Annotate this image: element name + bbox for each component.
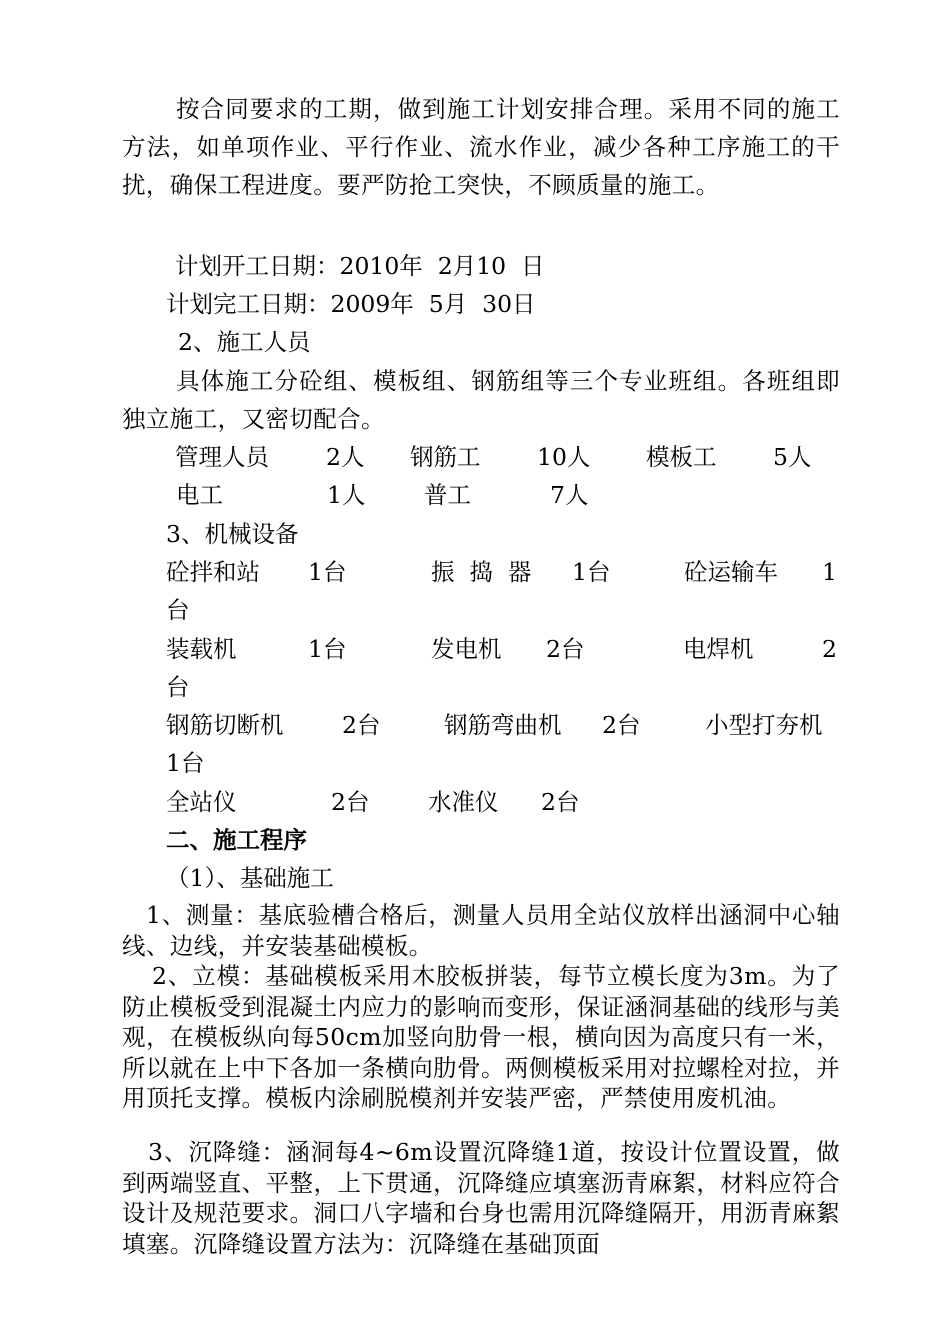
- equipment-name: 全站仪: [166, 788, 237, 816]
- staff-name: 电工: [176, 481, 223, 509]
- equipment-name: 小型打夯机: [705, 711, 823, 739]
- staff-count: 5人: [773, 443, 812, 471]
- schedule-paragraph: 按合同要求的工期，做到施工计划安排合理。采用不同的施工方法，如单项作业、平行作业、流水作业，减少各种工序施工的干扰，确保工程进度。要严防抢工突快，不顾质量的施工。: [122, 95, 840, 199]
- equipment-name: 砼拌和站: [166, 558, 260, 586]
- equipment-name: 装载机: [166, 635, 237, 663]
- equipment-count: 2台: [331, 788, 370, 816]
- equipment-count: 1台: [572, 558, 611, 586]
- equipment-name: 振 捣 器: [431, 558, 532, 586]
- equipment-name: 钢筋切断机: [166, 711, 284, 739]
- equipment-count: 1台: [308, 558, 347, 586]
- equipment-name: 水准仪: [428, 788, 499, 816]
- equipment-name: 电焊机: [683, 635, 754, 663]
- staff-name: 钢筋工: [410, 443, 481, 471]
- staff-count: 7人: [550, 481, 589, 509]
- equipment-count-wrap: 台: [166, 596, 190, 624]
- equipment-name: 钢筋弯曲机: [444, 711, 562, 739]
- equipment-count: 2台: [602, 711, 641, 739]
- staff-name: 管理人员: [175, 443, 269, 471]
- staff-count: 10人: [537, 443, 591, 471]
- equipment-count: 2: [822, 635, 837, 663]
- settlement-joint-paragraph: 3、沉降缝：涵洞每4~6m设置沉降缝1道，按设计位置设置，做到两端竖直、平整，上下贯通，沉降缝应填塞沥青麻絮，材料应符合设计及规范要求。洞口八字墙和台身也需用沉降缝隔开，用沥青麻絮填塞。沉降缝设置方法为：沉降缝在基础顶面: [122, 1138, 840, 1258]
- staff-count: 2人: [326, 443, 365, 471]
- equipment-count: 1: [822, 558, 837, 586]
- equipment-name: 发电机: [431, 635, 502, 663]
- planned-start-date: 计划开工日期：2010年 2月10 日: [175, 252, 545, 280]
- equipment-count: 2台: [546, 635, 585, 663]
- equipment-count-wrap: 1台: [166, 749, 205, 777]
- heading-construction-procedure: 二、施工程序: [166, 826, 307, 854]
- personnel-paragraph: 具体施工分砼组、模板组、钢筋组等三个专业班组。各班组即独立施工，又密切配合。: [122, 367, 840, 433]
- heading-equipment: 3、机械设备: [166, 520, 299, 548]
- equipment-name: 砼运输车: [684, 558, 778, 586]
- equipment-count: 2台: [342, 711, 381, 739]
- staff-name: 普工: [424, 481, 471, 509]
- heading-foundation: （1）、基础施工: [166, 864, 334, 892]
- equipment-count: 1台: [308, 635, 347, 663]
- survey-paragraph: 1、测量：基底验槽合格后，测量人员用全站仪放样出涵洞中心轴线、边线，并安装基础模板。: [122, 901, 840, 960]
- formwork-paragraph: 2、立模：基础模板采用木胶板拼装，每节立模长度为3m。为了防止模板受到混凝土内应力的影响而变形，保证涵洞基础的线形与美观，在模板纵向每50cm加竖向肋骨一根，横向因为高度只有一米，所以就在上中下各加一条横向肋骨。两侧模板采用对拉螺栓对拉，并用顶托支撑。模板内涂刷脱模剂并安装严密，严禁使用废机油。: [122, 962, 840, 1112]
- equipment-count-wrap: 台: [166, 673, 190, 701]
- equipment-count: 2台: [541, 788, 580, 816]
- planned-end-date: 计划完工日期：2009年 5月 30日: [166, 290, 536, 318]
- staff-name: 模板工: [646, 443, 717, 471]
- staff-count: 1人: [327, 481, 366, 509]
- heading-personnel: 2、施工人员: [178, 328, 311, 356]
